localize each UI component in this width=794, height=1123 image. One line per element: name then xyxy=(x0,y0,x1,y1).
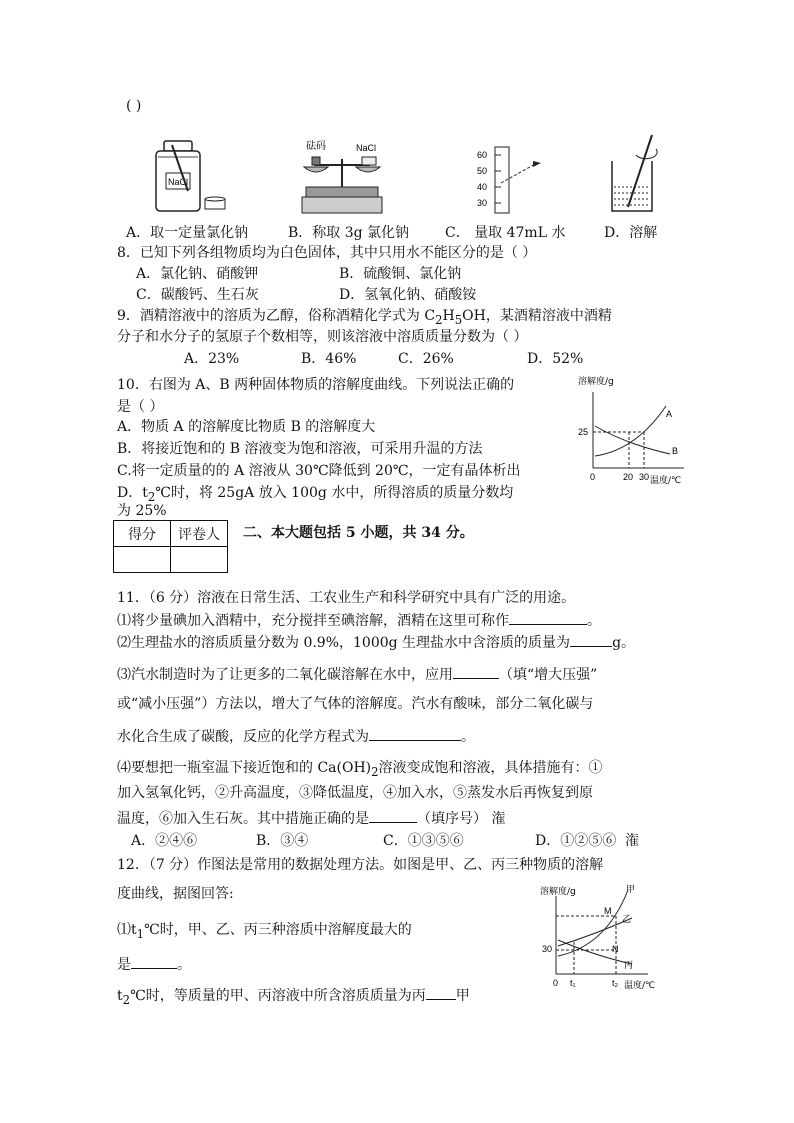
q11-blank-1[interactable] xyxy=(509,610,587,625)
grader-cell[interactable] xyxy=(171,547,228,573)
q11-part3-line1: ⑶汽水制造时为了让更多的二氧化碳溶解在水中，应用 （填“增大压强” xyxy=(117,664,597,684)
nacl-pan-label: NaCl xyxy=(356,143,377,153)
q10-x20: 20 xyxy=(623,472,634,482)
q10-stem-line1: 10．右图为 A、B 两种固体物质的溶解度曲线。下列说法正确的 xyxy=(117,377,515,393)
q10-curve-a: A xyxy=(666,409,673,419)
q7-bracket: ( ) xyxy=(126,98,142,114)
q11-part3-line3: 水化合生成了碳酸，反应的化学方程式为 。 xyxy=(117,726,475,746)
q12-part1-line2: 是 。 xyxy=(117,954,191,974)
beaker-figure xyxy=(606,131,666,217)
q11-option-d: D．①②⑤⑥ 潅 xyxy=(535,833,640,849)
q11-stem: 11．（6 分）溶液在日常生活、工农业生产和科学研究中具有广泛的用途。 xyxy=(117,590,576,606)
q12-t1: t₁ xyxy=(570,978,576,988)
q10-solubility-chart xyxy=(566,372,688,488)
weights-label: 砝码 xyxy=(306,141,326,152)
q10-curve-b: B xyxy=(672,446,679,456)
q8-option-a: A．氯化钠、硝酸钾 xyxy=(136,266,259,282)
grader-header: 评卷人 xyxy=(171,521,228,547)
q12-stem-line2: 度曲线，据图回答: xyxy=(117,886,234,902)
q12-bing: 丙 xyxy=(624,961,634,971)
q11-part4-line1: ⑷要想把一瓶室温下接近饱和的 $Ca(OH)_2$溶液变成饱和溶液，具体措施有：① xyxy=(117,760,603,779)
q9-option-c: C．26% xyxy=(398,351,454,367)
q10-option-b: B．将接近饱和的 B 溶液变为饱和溶液，可采用升温的方法 xyxy=(117,441,483,457)
q10-ylabel: 溶解度/g xyxy=(578,377,614,387)
cyl-50: 50 xyxy=(477,166,488,176)
q10-option-d-line1: D．$t_2℃$时，将 25gA 放入 100g 水中，所得溶质的质量分数均 xyxy=(117,485,514,504)
q10-y25: 25 xyxy=(578,427,589,437)
q12-jia: 甲 xyxy=(626,885,636,895)
cyl-30: 30 xyxy=(477,198,488,208)
q11-part4-line2: 加入氢氧化钙，②升高温度，③降低温度，④加入水，⑤蒸发水后再恢复到原 xyxy=(117,785,593,801)
q12-blank-2[interactable] xyxy=(426,985,456,1000)
q7-option-a: A．取一定量氯化钠 xyxy=(126,225,249,241)
q11-option-c: C．①③⑤⑥ xyxy=(383,833,464,849)
q11-part3-line2: 或“减小压强”）方法以，增大了气体的溶解度。汽水有酸味，部分二氧化碳与 xyxy=(117,696,594,712)
score-cell[interactable] xyxy=(114,547,171,573)
q11-part2: ⑵生理盐水的溶质质量分数为 0.9%，1000g 生理盐水中含溶质的质量为 g。 xyxy=(117,632,635,652)
q7-option-d: D．溶解 xyxy=(604,225,658,241)
q12-blank-1[interactable] xyxy=(131,954,177,969)
q10-option-d-line2: 为 25% xyxy=(117,503,167,519)
q11-blank-5[interactable] xyxy=(369,808,417,823)
score-box xyxy=(113,520,228,573)
q7-option-b: B．称取 3g 氯化钠 xyxy=(288,225,410,241)
q9-stem-line2: 分子和水分子的氢原子个数相等，则该溶液中溶质质量分数为（ ） xyxy=(117,329,528,345)
q8-option-b: B．硫酸铜、氯化钠 xyxy=(339,266,462,282)
q12-ylabel: 溶解度/g xyxy=(540,887,576,897)
balance-figure xyxy=(294,137,390,217)
q9-option-a: A．23% xyxy=(184,351,240,367)
q12-solubility-chart xyxy=(536,882,668,994)
q11-option-a: A．②④⑥ xyxy=(131,833,198,849)
q11-blank-3[interactable] xyxy=(453,664,499,679)
q12-part2: $t_2℃$时，等质量的甲、丙溶液中所含溶质质量为丙 甲 xyxy=(117,985,470,1009)
cylinder-figure xyxy=(475,143,545,215)
q12-xlabel: 温度/℃ xyxy=(624,981,656,991)
q11-part4-line3: 温度，⑥加入生石灰。其中措施正确的是 （填序号） 潅 xyxy=(117,808,505,828)
q7-option-c: C． 量取 47mL 水 xyxy=(445,225,566,241)
q12-stem-line1: 12．（7 分）作图法是常用的数据处理方法。如图是甲、乙、丙三种物质的溶解 xyxy=(117,857,604,873)
nacl-jar-label: NaCl xyxy=(168,177,189,187)
q8-stem: 8．已知下列各组物质均为白色固体，其中只用水不能区分的是（ ） xyxy=(117,245,537,261)
q11-blank-2[interactable] xyxy=(570,632,612,647)
q12-n: N xyxy=(612,944,619,954)
q10-stem-line2: 是（ ） xyxy=(117,399,164,415)
section2-title: 二、本大题包括 5 小题，共 34 分。 xyxy=(243,525,474,541)
q9-stem-line1: 9．酒精溶液中的溶质为乙醇，俗称酒精化学式为 $C_2H_5OH$，某酒精溶液中酒精 xyxy=(117,308,612,327)
q12-m: M xyxy=(604,906,612,916)
q11-blank-4[interactable] xyxy=(369,726,461,741)
cyl-60: 60 xyxy=(477,150,488,160)
q10-option-a: A．物质 A 的溶解度比物质 B 的溶解度大 xyxy=(117,419,376,435)
cyl-40: 40 xyxy=(477,182,488,192)
q9-option-d: D．52% xyxy=(527,351,584,367)
q10-x30: 30 xyxy=(639,472,650,482)
q12-part1-line1: $⑴t_1℃$时，甲、乙、丙三种溶质中溶解度最大的 xyxy=(117,922,412,941)
q12-origin: 0 xyxy=(553,978,559,988)
q11-part1: ⑴将少量碘加入酒精中，充分搅拌至碘溶解，酒精在这里可称作 。 xyxy=(117,610,601,630)
q10-xlabel: 温度/℃ xyxy=(650,476,682,486)
q8-option-d: D．氢氧化钠、硝酸铵 xyxy=(339,287,477,303)
nacl-jar-figure xyxy=(150,135,230,217)
q10-origin: 0 xyxy=(590,472,596,482)
q12-y30: 30 xyxy=(542,944,553,954)
q12-t2: t₂ xyxy=(612,978,618,988)
q9-option-b: B．46% xyxy=(301,351,357,367)
q12-yi: 乙 xyxy=(622,915,632,925)
q8-option-c: C．碳酸钙、生石灰 xyxy=(136,287,259,303)
score-header: 得分 xyxy=(114,521,171,547)
q10-option-c: C.将一定质量的的 A 溶液从 30℃降低到 20℃，一定有晶体析出 xyxy=(117,463,521,479)
q11-option-b: B．③④ xyxy=(256,833,309,849)
